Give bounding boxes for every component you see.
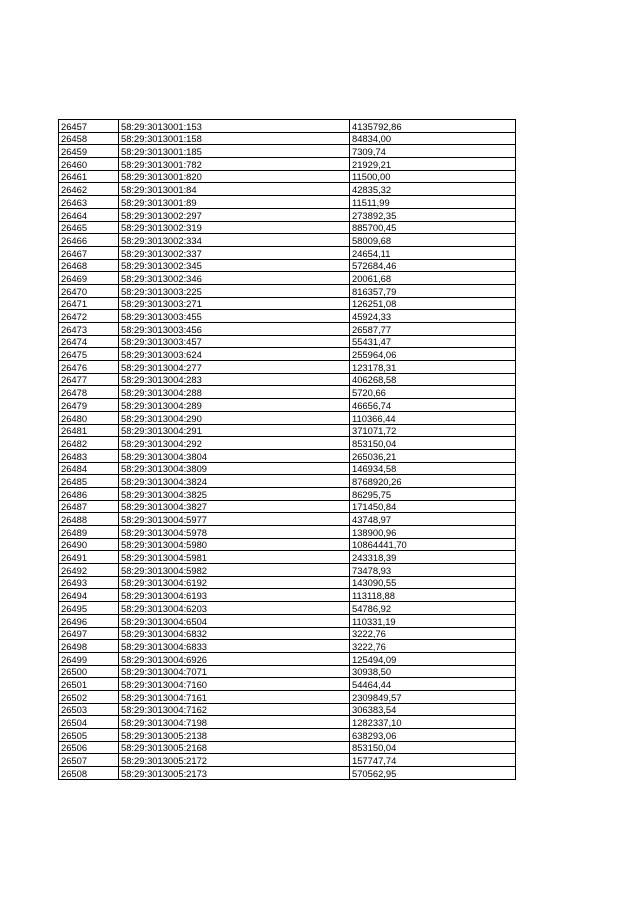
value-cell: 73478,93 xyxy=(350,564,516,577)
value-cell: 570562,95 xyxy=(350,767,516,780)
row-number-cell: 26472 xyxy=(59,310,119,323)
cadastral-number-cell: 58:29:3013004:5977 xyxy=(119,513,350,526)
row-number-cell: 26460 xyxy=(59,158,119,171)
table-row xyxy=(59,221,516,234)
value-cell: 265036,21 xyxy=(350,449,516,462)
value-cell: 58009,68 xyxy=(350,234,516,247)
value-cell: 1282337,10 xyxy=(350,716,516,729)
value-cell: 7309,74 xyxy=(350,145,516,158)
cadastral-number-cell: 58:29:3013003:271 xyxy=(119,297,350,310)
row-number-cell: 26479 xyxy=(59,399,119,412)
row-number-cell: 26508 xyxy=(59,767,119,780)
row-number-cell: 26466 xyxy=(59,234,119,247)
value-cell: 110366,44 xyxy=(350,411,516,424)
cadastral-number-cell: 58:29:3013002:345 xyxy=(119,259,350,272)
value-cell: 638293,06 xyxy=(350,729,516,742)
cadastral-number-cell: 58:29:3013004:6203 xyxy=(119,602,350,615)
value-cell: 406268,58 xyxy=(350,373,516,386)
value-cell: 86295,75 xyxy=(350,487,516,500)
row-number-cell: 26464 xyxy=(59,208,119,221)
row-number-cell: 26498 xyxy=(59,640,119,653)
table-row xyxy=(59,640,516,653)
value-cell: 43748,97 xyxy=(350,513,516,526)
table-row xyxy=(59,196,516,209)
table-row xyxy=(59,614,516,627)
row-number-cell: 26486 xyxy=(59,487,119,500)
cadastral-number-cell: 58:29:3013004:7198 xyxy=(119,716,350,729)
value-cell: 138900,96 xyxy=(350,526,516,539)
value-cell: 54464,44 xyxy=(350,678,516,691)
cadastral-number-cell: 58:29:3013004:5982 xyxy=(119,564,350,577)
cadastral-number-cell: 58:29:3013004:5981 xyxy=(119,551,350,564)
row-number-cell: 26458 xyxy=(59,132,119,145)
value-cell: 125494,09 xyxy=(350,652,516,665)
value-cell: 3222,76 xyxy=(350,627,516,640)
row-number-cell: 26488 xyxy=(59,513,119,526)
cadastral-number-cell: 58:29:3013003:455 xyxy=(119,310,350,323)
cadastral-number-cell: 58:29:3013004:277 xyxy=(119,361,350,374)
value-cell: 126251,08 xyxy=(350,297,516,310)
row-number-cell: 26497 xyxy=(59,627,119,640)
value-cell: 885700,45 xyxy=(350,221,516,234)
row-number-cell: 26504 xyxy=(59,716,119,729)
row-number-cell: 26484 xyxy=(59,462,119,475)
value-cell: 572684,46 xyxy=(350,259,516,272)
row-number-cell: 26490 xyxy=(59,538,119,551)
table-row xyxy=(59,690,516,703)
row-number-cell: 26503 xyxy=(59,703,119,716)
table-row xyxy=(59,208,516,221)
cadastral-number-cell: 58:29:3013005:2173 xyxy=(119,767,350,780)
cadastral-number-cell: 58:29:3013004:5978 xyxy=(119,526,350,539)
value-cell: 123178,31 xyxy=(350,361,516,374)
row-number-cell: 26469 xyxy=(59,272,119,285)
table-row xyxy=(59,564,516,577)
value-cell: 8768920,26 xyxy=(350,475,516,488)
cadastral-number-cell: 58:29:3013004:283 xyxy=(119,373,350,386)
cadastral-number-cell: 58:29:3013004:291 xyxy=(119,424,350,437)
row-number-cell: 26489 xyxy=(59,526,119,539)
value-cell: 143090,55 xyxy=(350,576,516,589)
value-cell: 2309849,57 xyxy=(350,690,516,703)
row-number-cell: 26457 xyxy=(59,120,119,133)
cadastral-number-cell: 58:29:3013004:6192 xyxy=(119,576,350,589)
cadastral-number-cell: 58:29:3013005:2168 xyxy=(119,741,350,754)
table-row xyxy=(59,170,516,183)
cadastral-number-cell: 58:29:3013004:292 xyxy=(119,437,350,450)
cadastral-number-cell: 58:29:3013004:290 xyxy=(119,411,350,424)
cadastral-number-cell: 58:29:3013003:225 xyxy=(119,284,350,297)
table-row xyxy=(59,183,516,196)
table-row xyxy=(59,589,516,602)
value-cell: 371071,72 xyxy=(350,424,516,437)
cadastral-number-cell: 58:29:3013004:6833 xyxy=(119,640,350,653)
value-cell: 10864441,70 xyxy=(350,538,516,551)
table-row xyxy=(59,767,516,780)
cadastral-number-cell: 58:29:3013004:7161 xyxy=(119,690,350,703)
table-row xyxy=(59,462,516,475)
value-cell: 113118,88 xyxy=(350,589,516,602)
cadastral-number-cell: 58:29:3013001:820 xyxy=(119,170,350,183)
row-number-cell: 26483 xyxy=(59,449,119,462)
table-row xyxy=(59,297,516,310)
row-number-cell: 26474 xyxy=(59,335,119,348)
value-cell: 26587,77 xyxy=(350,323,516,336)
table-row xyxy=(59,513,516,526)
value-cell: 4135792,86 xyxy=(350,120,516,133)
table-row xyxy=(59,729,516,742)
cadastral-number-cell: 58:29:3013003:457 xyxy=(119,335,350,348)
cadastral-number-cell: 58:29:3013001:158 xyxy=(119,132,350,145)
table-row xyxy=(59,259,516,272)
value-cell: 21929,21 xyxy=(350,158,516,171)
table-row xyxy=(59,475,516,488)
cadastral-number-cell: 58:29:3013001:89 xyxy=(119,196,350,209)
table-row xyxy=(59,411,516,424)
table-row xyxy=(59,627,516,640)
row-number-cell: 26494 xyxy=(59,589,119,602)
row-number-cell: 26496 xyxy=(59,614,119,627)
cadastral-number-cell: 58:29:3013004:7160 xyxy=(119,678,350,691)
value-cell: 11500,00 xyxy=(350,170,516,183)
cadastral-number-cell: 58:29:3013004:6504 xyxy=(119,614,350,627)
table-row xyxy=(59,437,516,450)
cadastral-number-cell: 58:29:3013005:2138 xyxy=(119,729,350,742)
table-row xyxy=(59,678,516,691)
table-row xyxy=(59,602,516,615)
row-number-cell: 26502 xyxy=(59,690,119,703)
table-row xyxy=(59,373,516,386)
value-cell: 853150,04 xyxy=(350,741,516,754)
cadastral-number-cell: 58:29:3013005:2172 xyxy=(119,754,350,767)
row-number-cell: 26476 xyxy=(59,361,119,374)
table-row xyxy=(59,234,516,247)
value-cell: 45924,33 xyxy=(350,310,516,323)
table-row xyxy=(59,284,516,297)
cadastral-number-cell: 58:29:3013004:3804 xyxy=(119,449,350,462)
row-number-cell: 26467 xyxy=(59,246,119,259)
table-row xyxy=(59,665,516,678)
cadastral-number-cell: 58:29:3013004:6193 xyxy=(119,589,350,602)
cadastral-number-cell: 58:29:3013002:319 xyxy=(119,221,350,234)
row-number-cell: 26500 xyxy=(59,665,119,678)
value-cell: 853150,04 xyxy=(350,437,516,450)
value-cell: 30938,50 xyxy=(350,665,516,678)
cadastral-number-cell: 58:29:3013004:3809 xyxy=(119,462,350,475)
row-number-cell: 26478 xyxy=(59,386,119,399)
value-cell: 110331,19 xyxy=(350,614,516,627)
table-row xyxy=(59,348,516,361)
table-row xyxy=(59,754,516,767)
cadastral-number-cell: 58:29:3013004:289 xyxy=(119,399,350,412)
table-row xyxy=(59,120,516,133)
row-number-cell: 26465 xyxy=(59,221,119,234)
value-cell: 20061,68 xyxy=(350,272,516,285)
row-number-cell: 26463 xyxy=(59,196,119,209)
table-row xyxy=(59,145,516,158)
value-cell: 42835,32 xyxy=(350,183,516,196)
value-cell: 243318,39 xyxy=(350,551,516,564)
cadastral-number-cell: 58:29:3013004:7162 xyxy=(119,703,350,716)
value-cell: 54786,92 xyxy=(350,602,516,615)
row-number-cell: 26475 xyxy=(59,348,119,361)
value-cell: 255964,06 xyxy=(350,348,516,361)
row-number-cell: 26468 xyxy=(59,259,119,272)
cadastral-number-cell: 58:29:3013002:346 xyxy=(119,272,350,285)
row-number-cell: 26470 xyxy=(59,284,119,297)
value-cell: 55431,47 xyxy=(350,335,516,348)
table-row xyxy=(59,424,516,437)
cadastral-number-cell: 58:29:3013002:297 xyxy=(119,208,350,221)
row-number-cell: 26477 xyxy=(59,373,119,386)
value-cell: 816357,79 xyxy=(350,284,516,297)
row-number-cell: 26492 xyxy=(59,564,119,577)
table-row xyxy=(59,576,516,589)
row-number-cell: 26495 xyxy=(59,602,119,615)
cadastral-number-cell: 58:29:3013001:153 xyxy=(119,120,350,133)
cadastral-number-cell: 58:29:3013001:84 xyxy=(119,183,350,196)
row-number-cell: 26461 xyxy=(59,170,119,183)
table-row xyxy=(59,310,516,323)
value-cell: 11511,99 xyxy=(350,196,516,209)
table-row xyxy=(59,716,516,729)
value-cell: 171450,84 xyxy=(350,500,516,513)
cadastral-number-cell: 58:29:3013003:456 xyxy=(119,323,350,336)
value-cell: 46656,74 xyxy=(350,399,516,412)
cadastral-number-cell: 58:29:3013003:624 xyxy=(119,348,350,361)
cadastral-number-cell: 58:29:3013002:337 xyxy=(119,246,350,259)
cadastral-number-cell: 58:29:3013001:185 xyxy=(119,145,350,158)
row-number-cell: 26507 xyxy=(59,754,119,767)
cadastral-number-cell: 58:29:3013004:6832 xyxy=(119,627,350,640)
value-cell: 84834,00 xyxy=(350,132,516,145)
cadastral-number-cell: 58:29:3013004:3824 xyxy=(119,475,350,488)
value-cell: 157747,74 xyxy=(350,754,516,767)
row-number-cell: 26471 xyxy=(59,297,119,310)
row-number-cell: 26480 xyxy=(59,411,119,424)
value-cell: 24654,11 xyxy=(350,246,516,259)
table-row xyxy=(59,132,516,145)
table-row xyxy=(59,323,516,336)
cadastral-number-cell: 58:29:3013004:6926 xyxy=(119,652,350,665)
row-number-cell: 26485 xyxy=(59,475,119,488)
cadastral-number-cell: 58:29:3013001:782 xyxy=(119,158,350,171)
row-number-cell: 26473 xyxy=(59,323,119,336)
table-body xyxy=(59,120,516,780)
table-row xyxy=(59,741,516,754)
table-row xyxy=(59,487,516,500)
cadastral-number-cell: 58:29:3013002:334 xyxy=(119,234,350,247)
row-number-cell: 26462 xyxy=(59,183,119,196)
table-row xyxy=(59,449,516,462)
row-number-cell: 26505 xyxy=(59,729,119,742)
value-cell: 273892,35 xyxy=(350,208,516,221)
value-cell: 306383,54 xyxy=(350,703,516,716)
cadastral-number-cell: 58:29:3013004:7071 xyxy=(119,665,350,678)
table-row xyxy=(59,652,516,665)
table-row xyxy=(59,361,516,374)
table-row xyxy=(59,538,516,551)
value-cell: 5720,66 xyxy=(350,386,516,399)
row-number-cell: 26491 xyxy=(59,551,119,564)
row-number-cell: 26499 xyxy=(59,652,119,665)
table-row xyxy=(59,386,516,399)
table-row xyxy=(59,500,516,513)
row-number-cell: 26506 xyxy=(59,741,119,754)
table-row xyxy=(59,272,516,285)
table-row xyxy=(59,526,516,539)
table-row xyxy=(59,158,516,171)
table-row xyxy=(59,551,516,564)
row-number-cell: 26487 xyxy=(59,500,119,513)
row-number-cell: 26459 xyxy=(59,145,119,158)
cadastral-number-cell: 58:29:3013004:3825 xyxy=(119,487,350,500)
row-number-cell: 26482 xyxy=(59,437,119,450)
cadastral-number-cell: 58:29:3013004:288 xyxy=(119,386,350,399)
row-number-cell: 26481 xyxy=(59,424,119,437)
cadastral-number-cell: 58:29:3013004:3827 xyxy=(119,500,350,513)
cadastral-number-cell: 58:29:3013004:5980 xyxy=(119,538,350,551)
value-cell: 146934,58 xyxy=(350,462,516,475)
table-row xyxy=(59,246,516,259)
data-table xyxy=(58,119,516,780)
table-row xyxy=(59,703,516,716)
row-number-cell: 26501 xyxy=(59,678,119,691)
table-row xyxy=(59,335,516,348)
value-cell: 3222,76 xyxy=(350,640,516,653)
table-row xyxy=(59,399,516,412)
row-number-cell: 26493 xyxy=(59,576,119,589)
